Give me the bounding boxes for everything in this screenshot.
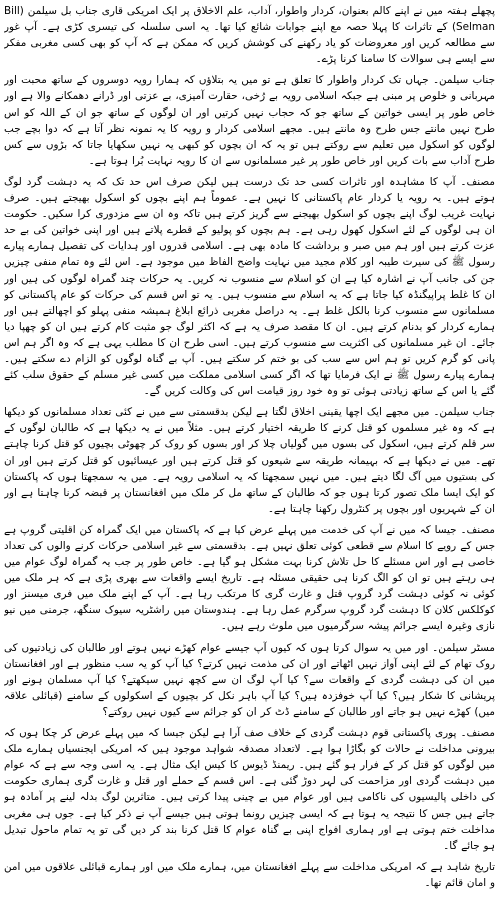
author-reply-3: مصنف۔ پوری پاکستانی قوم دہشت گردی کے خلاف صف آرا ہے لیکن جیسا کہ میں پہلے عرض کر چکا ہوں کہ بیرونی مداخلت نے حالات کو بگاڑا ہوا ہے۔ لاتعداد مصدقہ شواہد موجود ہیں کہ امریکی ایجنسیاں ہمارے ملک میں لوگوں کو قتل کر کے فرار ہو گئے ہیں۔ ریمنڈ ڈیوس کا کیس ایک مثال ہے۔ یہ اسی وجہ سے ہے کہ عوام میں دہشت گردی اور مزاحمت کی لہر دوڑ گئی ہے۔ اس قسم کے حملے اور قتل و غارت گری ہماری حکومت کی داخلی پالیسیوں کی ناکامی ہیں اور عوام میں بے چینی پیدا کرتی ہیں۔ متاثرین لوگ بدلہ لینے پر آمادہ ہو جاتے ہیں جس کا نتیجہ یہ ہوتا ہے کہ ایسی چیزیں رونما ہوتی ہیں جیسے آپ نے ذکر کیا ہے۔ جوں ہی مغربی مداخلت ختم ہوتی ہے اور ہماری افواج اپنی بے گناہ عوام کا قتل کرنا بند کر دیں گی تو یہ تمام ماحول تبدیل ہو جائے گا۔: [4, 727, 495, 852]
selman-paragraph-3: مسٹر سیلمن۔ اور میں یہ سوال کرتا ہوں کہ کیوں آپ جیسے عوام کھڑے نہیں ہوتے اور طالبان کی زیادتیوں کی روک تھام کے لئے اپنی آواز نہیں اٹھاتے اور ان کی مذمت نہیں کرتے؟ کیا آپ کو یہ سب منظور ہے اور افغانستان میں ان کی دہشت گردی کے واقعات سے؟ کیا آپ لوگ ان سے کچھ نہیں سیکھتے؟ کیا آپ مسلمان ہونے اور پریشانی کا شکار ہیں؟ کیا آپ خوفزدہ ہیں؟ کیا آپ باہر نکل کر بچیوں کے اسکولوں کے سامنے (قبائلی علاقہ میں) کھڑے نہیں ہو جاتے اور طالبان کے سامنے ڈٹ کر ان کو جرائم سے کیوں نہیں روکتے؟: [4, 641, 495, 718]
author-reply-1: مصنف۔ آپ کا مشاہدہ اور تاثرات کسی حد تک درست ہیں لیکن صرف اس حد تک کہ یہ دہشت گرد لوگ ہوتے ہیں۔ یہ رویہ یا کردار عام پاکستانی کا نہیں ہے۔ عموماً ہم اپنے بچوں کو اسکول بھیجتے ہیں۔ صرف نہایت غریب لوگ اپنے بچوں کو اسکول بھیجنے سے گریز کرتے ہیں تاکہ وہ ان سے مزدوری کرا سکیں۔ حکومت ان ہی لوگوں کے لئے اسکول کھول رہی ہے۔ ہم بچوں کو پولیو کے قطرے پلاتے ہیں اور اپنی خواتین کی بے حد عزت کرتے ہیں اور ہم میں صبر و برداشت کا مادہ بھی ہے۔ اسلامی قدروں اور ہدایات کی تفصیل ہمارے پیارے رسول ﷺ کی سیرت طیبہ اور کلام مجید میں نہایت واضح الفاظ میں موجود ہے۔ اس لئے وہ تمام منفی چیزیں جن کی جانب آپ نے اشارہ کیا ہے ان کو اسلام سے منسوب نہ کریں۔ یہ حرکات چند گمراہ لوگوں کی ہیں اور ان کا غلط پراپیگنڈہ کیا جاتا ہے کہ یہ اسلام سے منسوب ہیں۔ یہ تو اس قسم کی حرکات کو عام پاکستانی کو مسلمانوں سے منسوب کرنا بالکل غلط ہے۔ یہ دراصل مغربی ذرائع ابلاغ ہمیشہ منفی پہلو کو اچھالتے ہیں اور ہمارے کردار کو بدنام کرتے ہیں۔ ان کا مقصد صرف یہ ہے کہ اکثر لوگ جو مثبت کام کرتے ہیں ان کو چھپا دیا جائے۔ ان غیر مسلمانوں کی اکثریت سے منسوب کرتے ہیں۔ اسی طرح ان کا مطلب یہی ہے کہ وہ اگر ہم اس پانی کو گرم کریں تو ہم اس سے سب کی بو ختم کر سکتے ہیں۔ آپ بے گناہ لوگوں کو الزام دے سکتے ہیں۔ ہمارے پیارے رسول ﷺ نے ایک فرمایا تھا کہ اگر کسی اسلامی مملکت میں کسی غیر مسلم کے حقوق سلب کئے گئے یا اس کے ساتھ زیادتی ہوئی تو وہ خود روز قیامت اس کی وکالت کریں گے۔: [4, 175, 495, 398]
author-reply-2: مصنف۔ جیسا کہ میں نے آپ کی خدمت میں پہلے عرض کیا ہے کہ پاکستان میں ایک گمراہ کن اقلیتی گروپ ہے جس کے رویے کا اسلام سے قطعی کوئی تعلق نہیں ہے۔ بدقسمتی سے غیر اسلامی حرکات کرنے والوں کی تعداد خاصی ہے اور اس مسئلے کا حل تلاش کرنا بہت مشکل ہو گیا ہے۔ خاص طور پر جب یہ گمراہ لوگ عوام میں ہی رہتے ہیں تو ان کو الگ کرنا ہی حقیقی مسئلہ ہے۔ تاریخ ایسے واقعات سے بھری پڑی ہے کہ ہر ملک میں کوئی نہ کوئی دہشت گرد گروپ قتل و غارت گری کا مرتکب رہا ہے۔ آپ کے اپنے ملک میں فری میسنز اور کوکلکس کلان کا دہشت گرد گروپ سرگرم عمل رہا ہے۔ ہندوستان میں راشٹریہ سیوک سنگھ، جرمنی میں نیو نازی وغیرہ ایسے جرائم پیشہ سرگرمیوں میں ملوث رہے ہیں۔: [4, 523, 495, 633]
article-page: [4, 3, 495, 897]
selman-paragraph-2: جناب سیلمن۔ میں مجھے ایک اچھا یقینی اخلاق لگتا ہے لیکن بدقسمتی سے میں نے کئی تعداد مسلمانوں کو دیکھا ہے کہ وہ غیر مسلموں کو قتل کرنے کا طریقہ اختیار کرتے ہیں۔ مثلاً میں نے یہ دیکھا ہے کہ طالبان لوگوں کے سر قلم کرتے ہیں، اسکول کی بسوں میں گولیاں چلا کر اور بسوں کو روک کر چھوٹی بچیوں کو قتل کرنا چاہتے تھے۔ میں نے دیکھا ہے کہ بہیمانہ طریقہ سے شیعوں کو قتل کرتے ہیں اور عیسائیوں کو قتل کرتے ہیں اور ان کی بستیوں میں آگ لگا دیتے ہیں۔ میں نہیں سمجھتا کہ یہ اسلامی رویہ ہے۔ میں یہ سمجھتا ہوں کہ پاکستان کو ایک ایسا ملک تصور کرتا ہوں جو کہ طالبان کے ساتھ مل کر ملک میں افغانستان پر قبضہ کرنا چاہتا ہے اور ان کے شہریوں اور بچوں پر کنٹرول رکھنا چاہتا ہے۔: [4, 406, 495, 515]
closing-paragraph: تاریخ شاہد ہے کہ امریکی مداخلت سے پہلے افغانستان میں، ہمارے ملک میں اور ہمارے قبائلی علاقوں میں امن و امان قائم تھا۔: [4, 860, 495, 889]
selman-paragraph-1: جناب سیلمن۔ جہاں تک کردار واطوار کا تعلق ہے تو میں یہ بتلاؤں کہ ہمارا رویہ دوسروں کے ساتھ محبت اور مہربانی و خلوص پر مبنی ہے جبکہ اسلامی رویہ بے رُخی، حقارت آمیزی، بے عزتی اور ڈرانے دھمکانے والا ہے اور خاص طور پر ایسی خواتین کے ساتھ جو کہ حجاب نہیں کرتیں اور ان لوگوں کے ساتھ جو ان کے اللہ کو اس طرح نہیں مانتے جس طرح وہ مانتے ہیں۔ مجھے اسلامی کردار و رویہ کا یہ نمونہ نظر آتا ہے کہ دوا بچے جب لوگوں کو اسکول میں تعلیم سے روکتے ہیں تو یہ کہ ان بچوں کو کبھی یہ نہیں سکھایا جاتا کہ بڑوں سے کس طرح آداب سے بات کریں اور خاص طور پر غیر مسلمانوں سے ان کا رویہ نہایت بُرا ہوتا ہے۔: [4, 74, 495, 167]
intro-paragraph: پچھلے ہفتہ میں نے اپنے کالم بعنوان، کردار واطوار، آداب، علم الاخلاق پر ایک امریکی قاری جناب بل سیلمن (Bill Selman) کے تاثرات کا پہلا حصہ مع اپنے جوابات شائع کیا تھا۔ یہ اسی سلسلہ کی تیسری کڑی ہے۔ آپ غور سے مطالعہ کریں اور معروضات کو یاد رکھنے کی کوشش کریں کہ ممکن ہے کہ آپ کو بھی کسی مغربی مفکر سے ایسے ہی سوالات کا سامنا کرنا پڑے۔: [4, 5, 495, 66]
